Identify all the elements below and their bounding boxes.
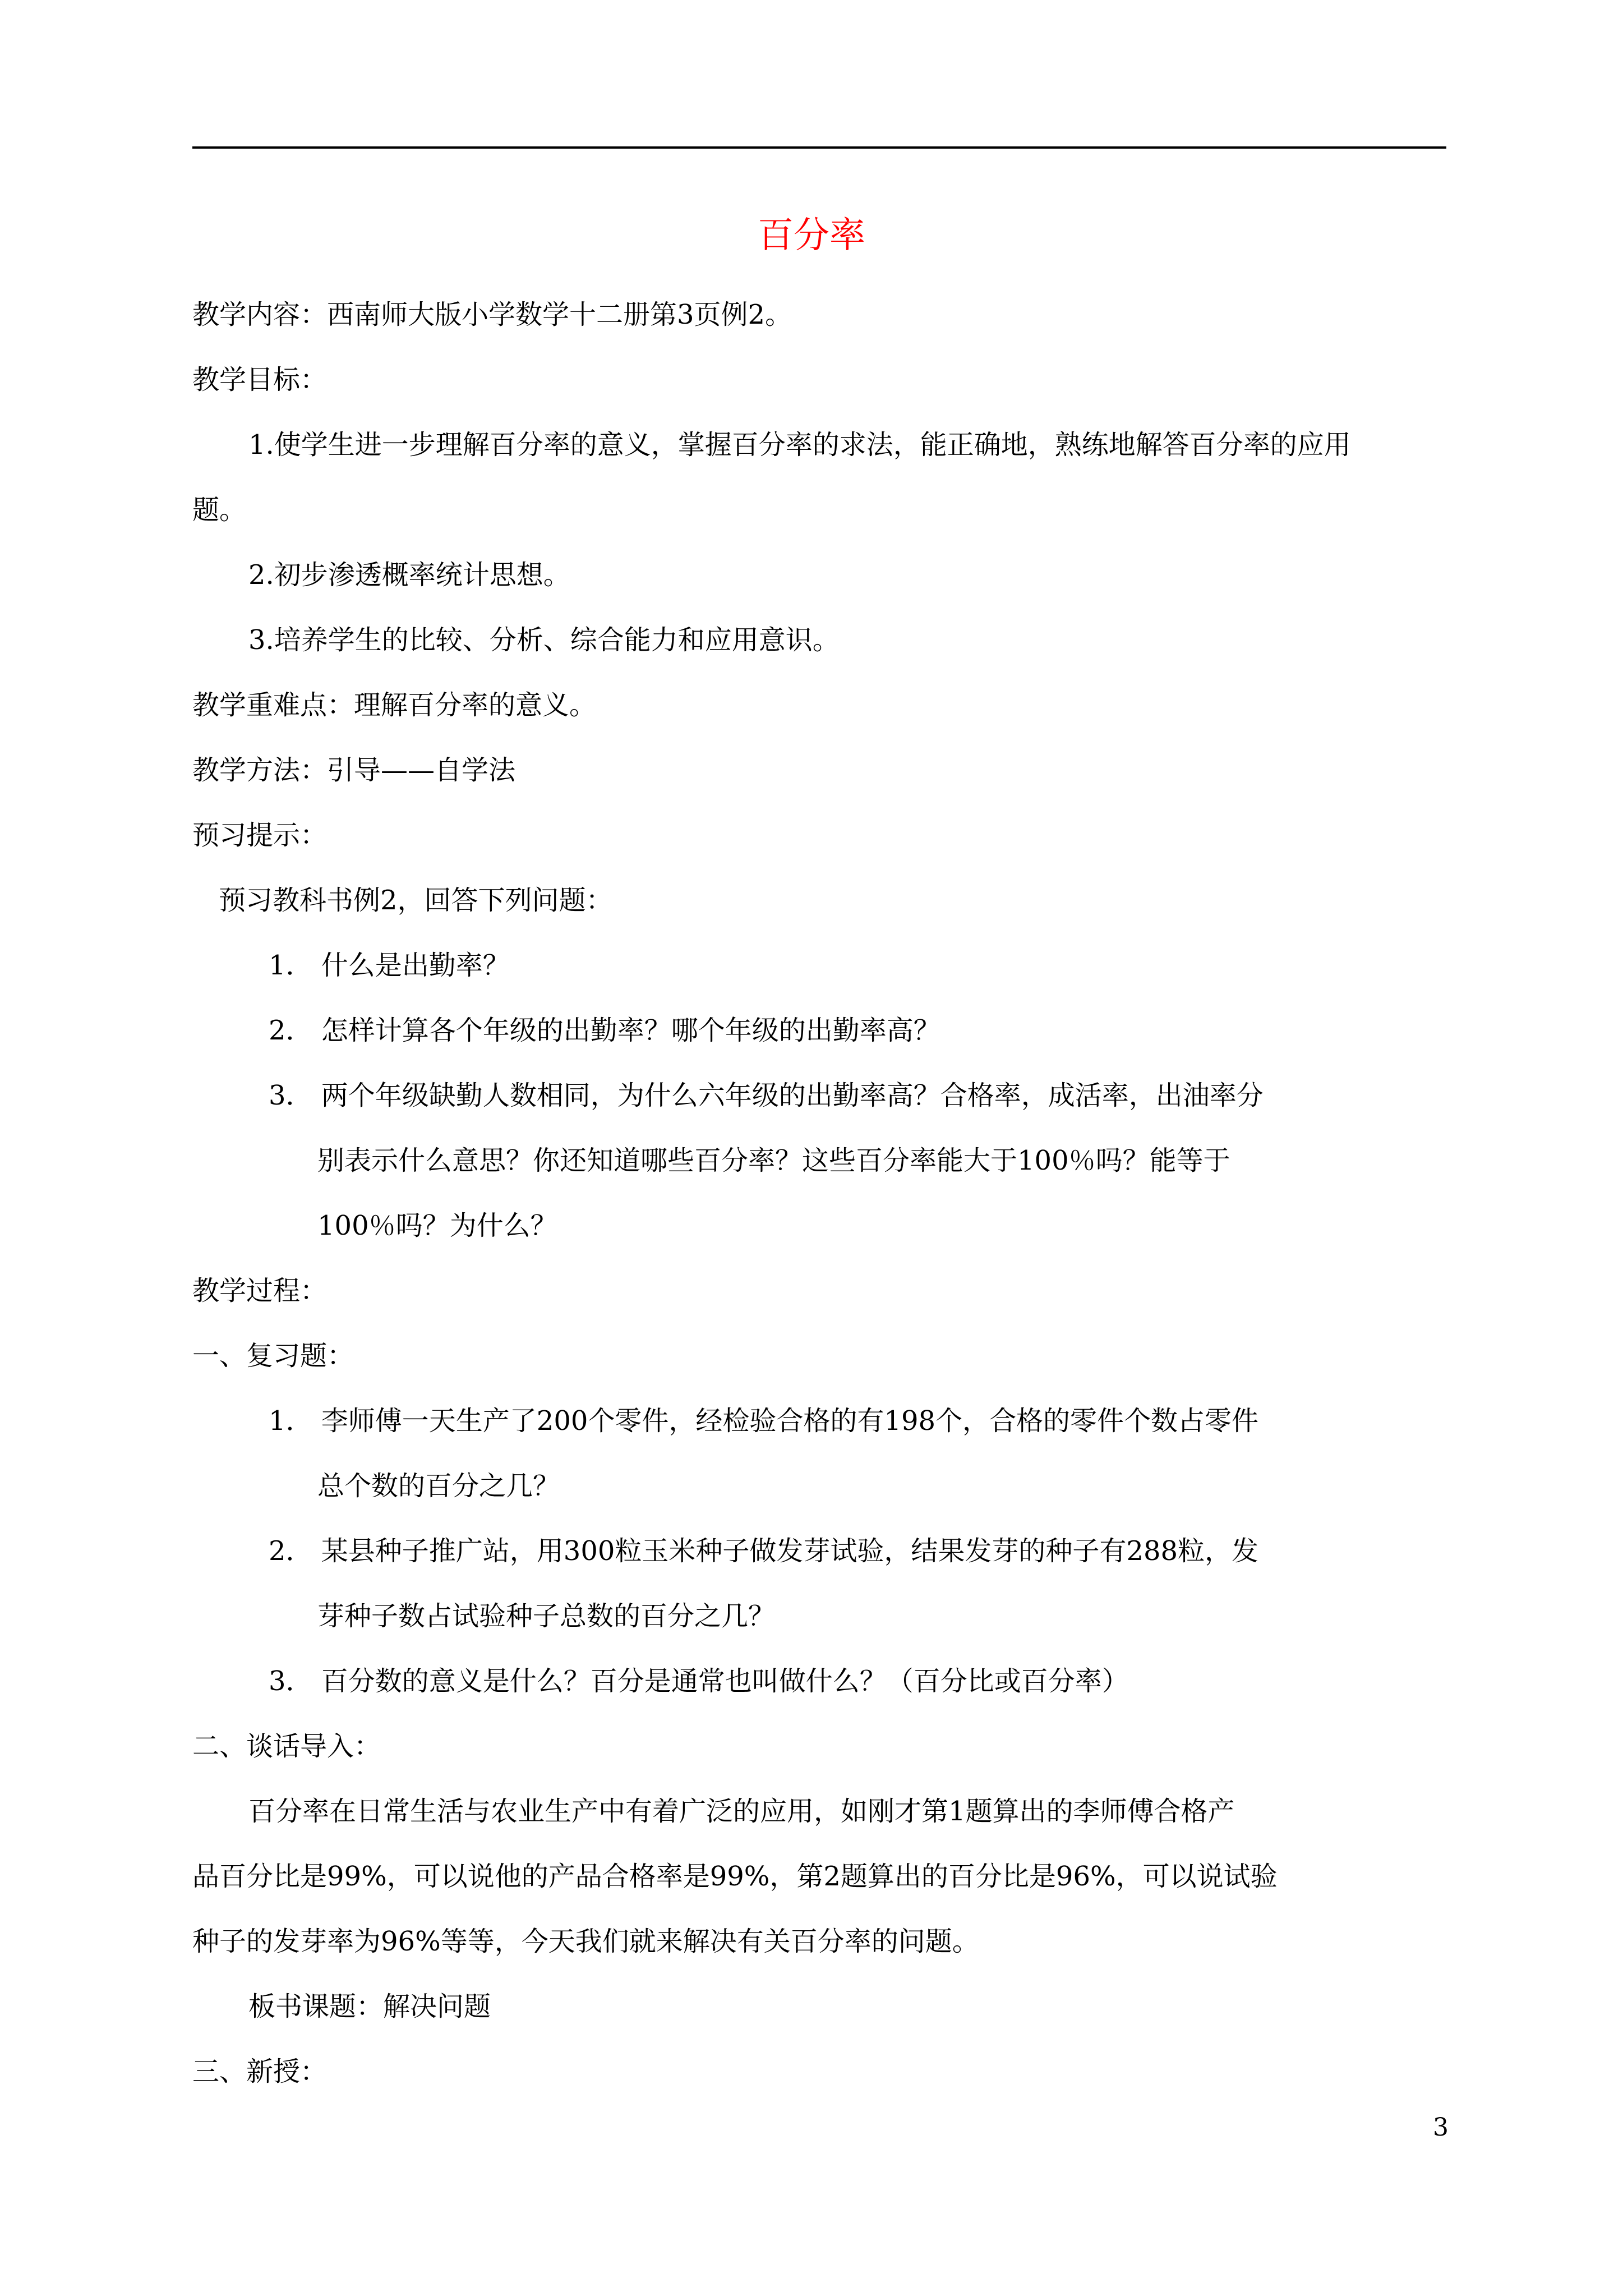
review-question-1-line-1: 1． 李师傅一天生产了200个零件，经检验合格的有198个，合格的零件个数占零件 [269, 1405, 1259, 1437]
preview-instruction-line: 预习教科书例2，回答下列问题： [219, 885, 613, 916]
review-question-1-line-2: 总个数的百分之几？ [317, 1470, 560, 1502]
new-lesson-heading: 三、新授： [192, 2056, 328, 2087]
introduction-heading: 二、谈话导入： [192, 1731, 381, 1762]
teaching-content-line: 教学内容：西南师大版小学数学十二册第3页例2。 [192, 299, 792, 330]
goal-3-line: 3.培养学生的比较、分析、综合能力和应用意识。 [248, 624, 840, 656]
preview-question-1: 1． 什么是出勤率？ [269, 950, 510, 981]
preview-question-3-line-1: 3． 两个年级缺勤人数相同，为什么六年级的出勤率高？合格率，成活率，出油率分 [269, 1080, 1264, 1111]
goal-2-line: 2.初步渗透概率统计思想。 [248, 559, 570, 591]
preview-question-2: 2． 怎样计算各个年级的出勤率？哪个年级的出勤率高？ [269, 1015, 940, 1046]
introduction-paragraph-line-3: 种子的发芽率为96%等等，今天我们就来解决有关百分率的问题。 [192, 1926, 979, 1957]
review-heading: 一、复习题： [192, 1340, 354, 1372]
preview-question-3-line-2: 别表示什么意思？你还知道哪些百分率？这些百分率能大于100％吗？能等于 [317, 1145, 1230, 1176]
review-question-3: 3． 百分数的意义是什么？百分是通常也叫做什么？（百分比或百分率） [269, 1665, 1129, 1697]
preview-hint-heading: 预习提示： [192, 820, 328, 851]
teaching-goals-heading: 教学目标： [192, 364, 328, 395]
review-question-2-line-2: 芽种子数占试验种子总数的百分之几？ [317, 1600, 776, 1632]
key-difficulty-line: 教学重难点：理解百分率的意义。 [192, 689, 597, 721]
teaching-method-line: 教学方法：引导——自学法 [192, 754, 516, 786]
review-question-2-line-1: 2． 某县种子推广站，用300粒玉米种子做发芽试验，结果发芽的种子有288粒，发 [269, 1535, 1259, 1567]
goal-1-line-1: 1.使学生进一步理解百分率的意义，掌握百分率的求法，能正确地，熟练地解答百分率的应用 [248, 429, 1351, 461]
document-title: 百分率 [758, 215, 865, 256]
preview-question-3-line-3: 100％吗？为什么？ [317, 1210, 557, 1241]
introduction-paragraph-line-1: 百分率在日常生活与农业生产中有着广泛的应用，如刚才第1题算出的李师傅合格产 [248, 1796, 1235, 1827]
goal-1-line-2: 题。 [192, 494, 247, 526]
header-rule [192, 146, 1446, 149]
page-number: 3 [1433, 2113, 1449, 2142]
board-topic-line: 板书课题：解决问题 [248, 1991, 491, 2022]
teaching-process-heading: 教学过程： [192, 1275, 328, 1306]
introduction-paragraph-line-2: 品百分比是99%，可以说他的产品合格率是99%，第2题算出的百分比是96%，可以说试验 [192, 1861, 1278, 1892]
